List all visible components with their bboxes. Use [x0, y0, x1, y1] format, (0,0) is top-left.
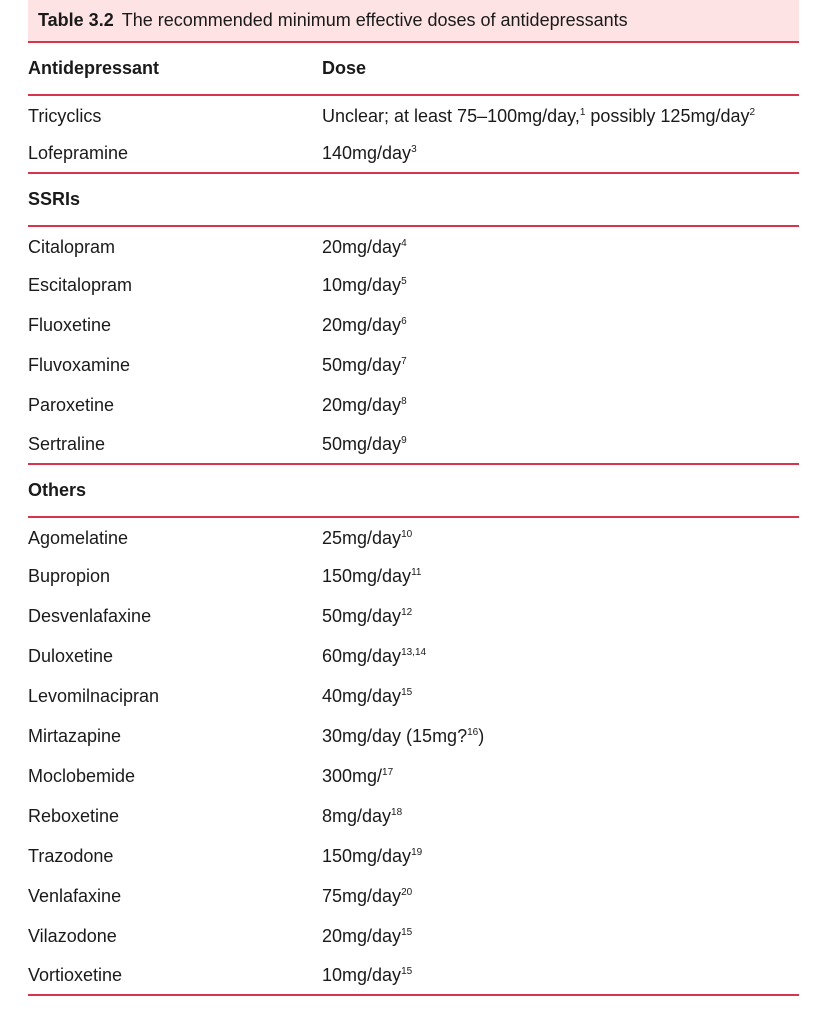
drug-name: Mirtazapine: [28, 725, 122, 746]
table-row: [28, 96, 799, 134]
dose-text: 150mg/day: [322, 565, 412, 586]
table-row: [28, 265, 799, 305]
dose-value: [322, 395, 799, 416]
reference-superscript: 9: [401, 434, 407, 446]
reference-superscript: 17: [382, 766, 394, 778]
drug-name: Bupropion: [28, 565, 111, 586]
dose-value: [322, 886, 799, 907]
dose-text-continued: possibly 125mg/day: [585, 106, 750, 126]
table-row: [28, 836, 799, 876]
table-row: [28, 756, 799, 796]
dose-text: 50mg/day: [322, 354, 402, 375]
table-row: [28, 956, 799, 996]
table-row: [28, 876, 799, 916]
drug-name: Fluvoxamine: [28, 354, 131, 375]
dose-value: [322, 726, 799, 747]
dose-text: 20mg/day: [322, 314, 402, 335]
dose-text: 20mg/day: [322, 925, 402, 946]
dose-value: [322, 275, 799, 296]
reference-superscript: 7: [401, 355, 407, 367]
drug-name: Levomilnacipran: [28, 685, 160, 706]
dose-text-continued: ): [478, 725, 485, 746]
drug-name: Agomelatine: [28, 528, 129, 548]
reference-superscript: 1: [579, 107, 586, 118]
dose-text: 10mg/day: [322, 274, 402, 295]
dose-text: 60mg/day: [322, 645, 402, 666]
table-title: The recommended minimum effective doses of antidepressants: [121, 10, 628, 30]
dose-text: Unclear; at least 75–100mg/day,: [322, 106, 580, 126]
table-caption: [28, 0, 799, 43]
dose-text: 8mg/day: [322, 805, 392, 826]
reference-superscript: 13,14: [401, 646, 427, 658]
reference-superscript: 3: [411, 143, 417, 155]
drug-name: Escitalopram: [28, 274, 133, 295]
drug-name: Venlafaxine: [28, 885, 122, 906]
drug-name: Fluoxetine: [28, 314, 112, 335]
table-row: [28, 227, 799, 265]
drug-name: Moclobemide: [28, 765, 136, 786]
table-label: Table 3.2: [38, 10, 114, 30]
dose-text: 20mg/day: [322, 394, 402, 415]
dose-text: 300mg/: [322, 765, 383, 786]
column-header-dose: Dose: [322, 58, 367, 78]
reference-superscript: 8: [401, 395, 407, 407]
dose-value: [322, 846, 799, 867]
table-row: [28, 596, 799, 636]
reference-superscript: 19: [411, 846, 423, 858]
table-row: [28, 518, 799, 556]
dose-value: [322, 315, 799, 336]
dose-text: 50mg/day: [322, 433, 402, 454]
table-row: [28, 676, 799, 716]
dose-value: [322, 434, 799, 455]
reference-superscript: 15: [401, 686, 413, 698]
dose-text: 25mg/day: [322, 528, 402, 548]
dose-text: 40mg/day: [322, 685, 402, 706]
reference-superscript: 2: [749, 107, 756, 118]
drug-name: Vortioxetine: [28, 964, 123, 985]
table-row: [28, 345, 799, 385]
dose-value: [322, 926, 799, 947]
dose-value: [322, 106, 799, 127]
section-label: Others: [28, 480, 87, 500]
table-body: [28, 96, 799, 996]
section-label: SSRIs: [28, 189, 81, 209]
dose-value: [322, 566, 799, 587]
drug-name: Vilazodone: [28, 925, 117, 946]
table-row: [28, 796, 799, 836]
reference-superscript: 15: [401, 926, 413, 938]
dose-text: 75mg/day: [322, 885, 402, 906]
table-row: [28, 134, 799, 174]
drug-name: Sertraline: [28, 433, 106, 454]
dose-text: 50mg/day: [322, 605, 402, 626]
drug-name: Paroxetine: [28, 394, 115, 415]
drug-name: Tricyclics: [28, 106, 102, 126]
reference-superscript: 6: [401, 315, 407, 327]
dose-table: [28, 0, 799, 996]
section-header: [28, 174, 799, 227]
drug-name: Lofepramine: [28, 142, 129, 163]
dose-text: 140mg/day: [322, 142, 412, 163]
table-header: [28, 43, 799, 96]
reference-superscript: 12: [401, 606, 413, 618]
dose-value: [322, 686, 799, 707]
column-header-antidepressant: Antidepressant: [28, 58, 160, 78]
dose-value: [322, 355, 799, 376]
dose-value: [322, 766, 799, 787]
drug-name: Duloxetine: [28, 645, 114, 666]
section-header: [28, 465, 799, 518]
table-row: [28, 385, 799, 425]
dose-value: [322, 528, 799, 549]
dose-text: 20mg/day: [322, 237, 402, 257]
reference-superscript: 18: [391, 806, 403, 818]
table-row: [28, 305, 799, 345]
drug-name: Trazodone: [28, 845, 114, 866]
reference-superscript: 20: [401, 886, 413, 898]
reference-superscript: 16: [467, 726, 479, 738]
reference-superscript: 11: [411, 566, 422, 578]
dose-value: [322, 806, 799, 827]
dose-text: 30mg/day (15mg?: [322, 725, 468, 746]
dose-value: [322, 965, 799, 986]
dose-value: [322, 646, 799, 667]
dose-text: 10mg/day: [322, 964, 402, 985]
reference-superscript: 4: [401, 238, 407, 249]
dose-value: [322, 606, 799, 627]
table-row: [28, 425, 799, 465]
table-row: [28, 556, 799, 596]
dose-text: 150mg/day: [322, 845, 412, 866]
table-row: [28, 636, 799, 676]
drug-name: Reboxetine: [28, 805, 120, 826]
dose-value: [322, 143, 799, 164]
dose-value: [322, 237, 799, 258]
drug-name: Citalopram: [28, 237, 116, 257]
drug-name: Desvenlafaxine: [28, 605, 152, 626]
reference-superscript: 15: [401, 965, 413, 977]
reference-superscript: 5: [401, 275, 407, 287]
table-row: [28, 716, 799, 756]
table-row: [28, 916, 799, 956]
reference-superscript: 10: [401, 529, 413, 540]
